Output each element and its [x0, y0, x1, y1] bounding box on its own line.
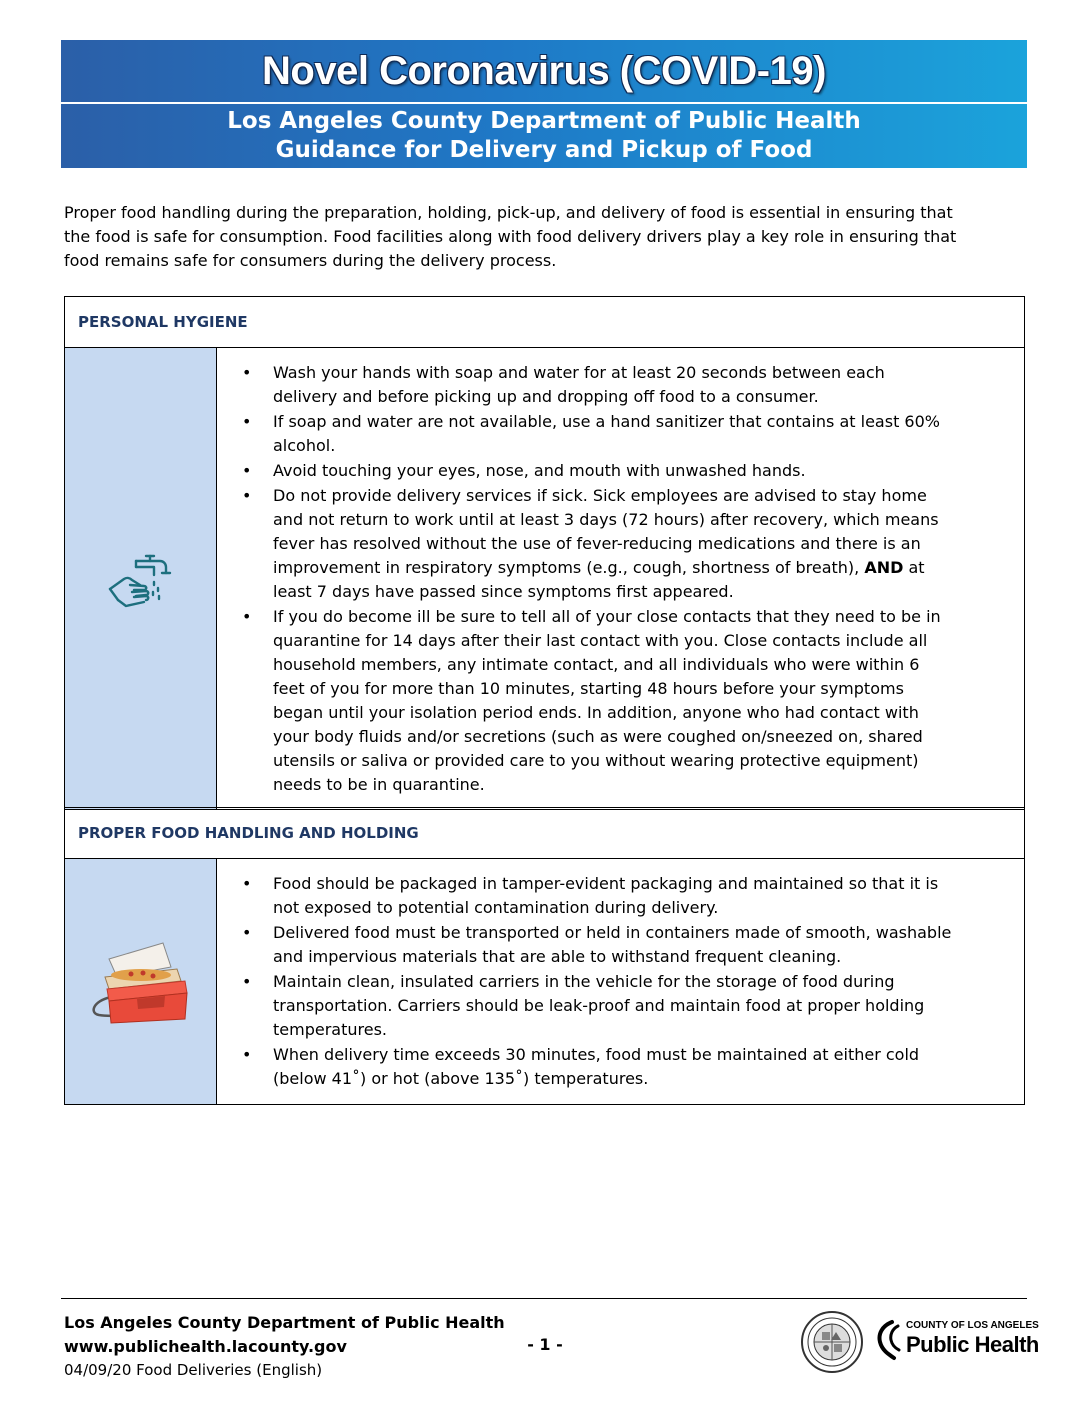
- subtitle-guidance: Guidance for Delivery and Pickup of Food: [275, 137, 813, 163]
- list-item-emphasis: AND: [864, 558, 904, 577]
- handwashing-icon: [106, 544, 176, 614]
- list-item-text: at least 7 days have passed since symptoms first appeared.: [273, 558, 925, 601]
- footer-doc-name: Food Deliveries (English): [131, 1361, 323, 1379]
- list-item: • If soap and water are not available, use a hand sanitizer that contains at least 60% alcohol.: [217, 410, 954, 458]
- footer-date: 04/09/20: [64, 1361, 132, 1379]
- list-item: • If you do become ill be sure to tell all of your close contacts that they need to be in quarantine for 14 days after their last contact with you. Close contacts include all household members, any intimate contact, and all individuals who were within 6 feet of you for more than 10 minutes, starting 48 hours before your symptoms began until your isolation period ends. In addition, anyone who had contact with your body fluids and/or secretions (such as were coughed on/sneezed on, shared utensils or saliva or provided care to you without wearing protective equipment) needs to be in quarantine.: [217, 605, 954, 797]
- banner-title-bar: [61, 40, 1027, 102]
- page-title: Novel Coronavirus (COVID-19): [262, 48, 826, 93]
- banner-subtitle-bar: [61, 104, 1027, 168]
- footer-url: www.publichealth.lacounty.gov: [64, 1337, 347, 1356]
- bullet-list: [217, 872, 954, 1091]
- logo-public-health-text: Public Health: [906, 1332, 1039, 1357]
- section-body: [217, 348, 1024, 809]
- list-item: • Food should be packaged in tamper-evident packaging and maintained so that it is not exposed to potential contamination during delivery.: [217, 872, 954, 920]
- footer-divider: [61, 1298, 1027, 1299]
- intro-paragraph: Proper food handling during the preparation, holding, pick-up, and delivery of food is essential in ensuring that the food is safe for consumption. Food facilities along with food delivery drivers play a key role in ensuring that food remains safe for consumers during the delivery process.: [64, 203, 957, 270]
- icon-cell: [65, 348, 217, 809]
- list-item: • Avoid touching your eyes, nose, and mouth with unwashed hands.: [217, 459, 954, 483]
- pizza-delivery-bag-icon: [81, 937, 201, 1027]
- icon-cell: [65, 859, 217, 1104]
- public-health-mark-icon: [874, 1318, 904, 1362]
- logo-county-text: COUNTY OF LOS ANGELES: [906, 1320, 1039, 1331]
- bullet-list: [217, 361, 954, 797]
- page-number: - 1 -: [527, 1335, 563, 1354]
- section-food-handling: [64, 807, 1025, 1105]
- section-body: [217, 859, 1024, 1104]
- section-heading: PROPER FOOD HANDLING AND HOLDING: [65, 808, 1024, 859]
- footer-org: Los Angeles County Department of Public Health: [64, 1313, 505, 1332]
- list-item: • Maintain clean, insulated carriers in the vehicle for the storage of food during transportation. Carriers should be leak-proof and maintain food at proper holding temperatures.: [217, 970, 954, 1042]
- title-banner: [61, 40, 1027, 168]
- public-health-logo: [874, 1318, 1039, 1364]
- county-seal-icon: [800, 1310, 864, 1374]
- list-item: • Delivered food must be transported or held in containers made of smooth, washable and impervious materials that are able to withstand frequent cleaning.: [217, 921, 954, 969]
- list-item: [217, 484, 954, 604]
- section-personal-hygiene: [64, 296, 1025, 810]
- list-item-text: Do not provide delivery services if sick. Sick employees are advised to stay home and not return to work until at least 3 days (72 hours) after recovery, which means fever has resolved without the use of fever-reducing medications and there is an improvement in respiratory symptoms (e.g., cough, shortness of breath),: [273, 486, 939, 577]
- list-item: • Wash your hands with soap and water for at least 20 seconds between each delivery and before picking up and dropping off food to a consumer.: [217, 361, 954, 409]
- list-item: • When delivery time exceeds 30 minutes, food must be maintained at either cold (below 41˚) or hot (above 135˚) temperatures.: [217, 1043, 954, 1091]
- footer-info: [64, 1311, 505, 1381]
- footer-doc-info: [64, 1359, 505, 1381]
- subtitle-department: Los Angeles County Department of Public Health: [227, 108, 861, 134]
- section-heading: PERSONAL HYGIENE: [65, 297, 1024, 348]
